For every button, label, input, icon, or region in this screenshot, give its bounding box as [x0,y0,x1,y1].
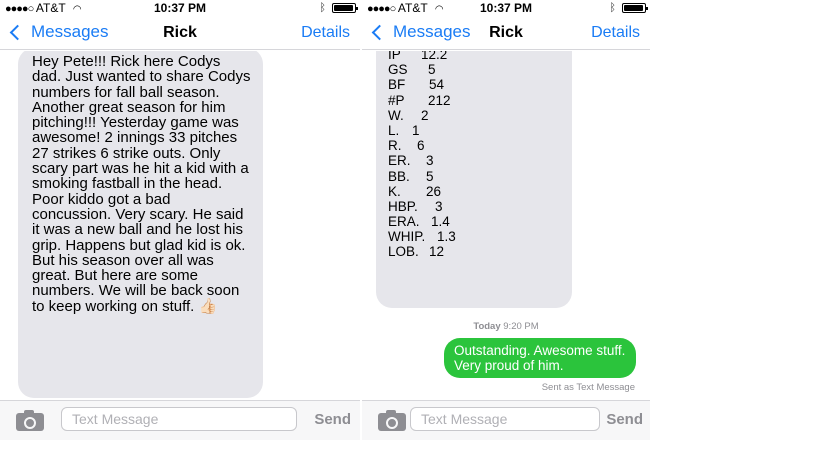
message-thread[interactable] [0,51,360,400]
battery-icon [622,3,646,13]
stat-value: 12.2 [421,51,448,62]
wifi-icon: ◠ [72,4,82,15]
stat-row [388,169,560,184]
conversation-title: Rick [489,24,523,41]
bluetooth-icon: ᛒ [609,2,616,14]
stat-label: WHIP. [388,229,426,245]
stat-value: 12 [429,244,445,260]
stat-value: 1.3 [437,229,456,245]
details-button[interactable]: Details [301,24,350,41]
stat-label: LOB. [388,244,419,260]
status-time: 10:37 PM [479,1,533,15]
right-phone-screenshot [362,0,650,440]
stat-row [388,229,560,244]
stat-row [388,93,560,108]
compose-bar [362,400,650,440]
nav-bar [0,17,360,50]
wifi-icon: ◠ [434,4,444,15]
stat-row [388,62,560,77]
stat-value: 1.4 [431,214,450,230]
stat-row [388,123,560,138]
message-input[interactable]: Text Message [410,407,600,431]
status-bar [362,0,650,16]
stat-label: K. [388,183,401,199]
incoming-message-bubble[interactable]: Hey Pete!!! Rick here Codys dad. Just wanted to share Codys numbers for fall ball season. Another great season for him pitching!!! Yesterday game was awesome! 2 innings 33 pitches 27 strikes 6 strike outs. Only scary part was he hit a kid with a smoking fastball in the head. Poor kiddo got a bad concussion. Very scary. He said it was a new ball and he lost his grip. Happens but glad kid is ok. But his season over all was great. But here are some numbers. We will be back soon to keep working on stuff. 👍🏻 [18,51,263,398]
send-button[interactable]: Send [606,411,643,428]
stat-label: BF [388,77,406,93]
message-thread[interactable] [362,51,650,400]
stat-value: 5 [428,62,436,78]
stat-value: 212 [428,92,451,108]
battery-icon [332,3,356,13]
outgoing-message-bubble[interactable]: Outstanding. Awesome stuff. Very proud of him. [444,338,636,378]
camera-icon[interactable] [378,413,406,431]
stat-row [388,199,560,214]
stat-value: 26 [426,183,442,199]
stat-label: ERA. [388,214,420,230]
stat-value: 6 [417,138,425,154]
status-bar [0,0,360,16]
stat-label: GS [388,62,408,78]
stat-label: HBP. [388,198,418,214]
stat-value: 3 [426,153,434,169]
bluetooth-icon: ᛒ [319,2,326,14]
signal-dots-icon: ●●●●○ [367,3,396,15]
left-phone-screenshot [0,0,360,440]
message-input[interactable]: Text Message [61,407,297,431]
nav-bar [362,17,650,50]
stat-row [388,51,560,62]
status-time: 10:37 PM [153,1,207,15]
stat-label: BB. [388,168,410,184]
stat-row [388,108,560,123]
stat-row [388,77,560,92]
back-label: Messages [393,22,471,41]
details-button[interactable]: Details [591,24,640,41]
stat-value: 1 [412,122,420,138]
stat-row [388,184,560,199]
stat-label: W. [388,107,404,123]
delivery-status: Sent as Text Message [541,382,635,393]
signal-dots-icon: ●●●●○ [5,3,34,15]
carrier-label: AT&T [35,1,66,15]
timestamp-day: Today [473,321,501,332]
stat-value: 54 [429,77,445,93]
stat-value: 2 [421,107,429,123]
stat-label: #P [388,92,405,108]
carrier-label: AT&T [397,1,428,15]
stats-list [388,51,560,260]
stat-row [388,138,560,153]
stat-label: R. [388,138,402,154]
stat-row [388,244,560,259]
stat-value: 5 [426,168,434,184]
stat-value: 3 [435,198,443,214]
incoming-message-bubble[interactable] [376,51,572,308]
send-button[interactable]: Send [314,411,351,428]
stat-label: ER. [388,153,411,169]
compose-bar [0,400,360,440]
message-timestamp [362,321,650,332]
back-label: Messages [31,22,109,41]
stat-row [388,153,560,168]
stat-label: IP [388,51,401,62]
stat-label: L. [388,122,400,138]
camera-icon[interactable] [16,413,44,431]
stat-row [388,214,560,229]
timestamp-time: 9:20 PM [503,321,539,332]
conversation-title: Rick [163,24,197,41]
